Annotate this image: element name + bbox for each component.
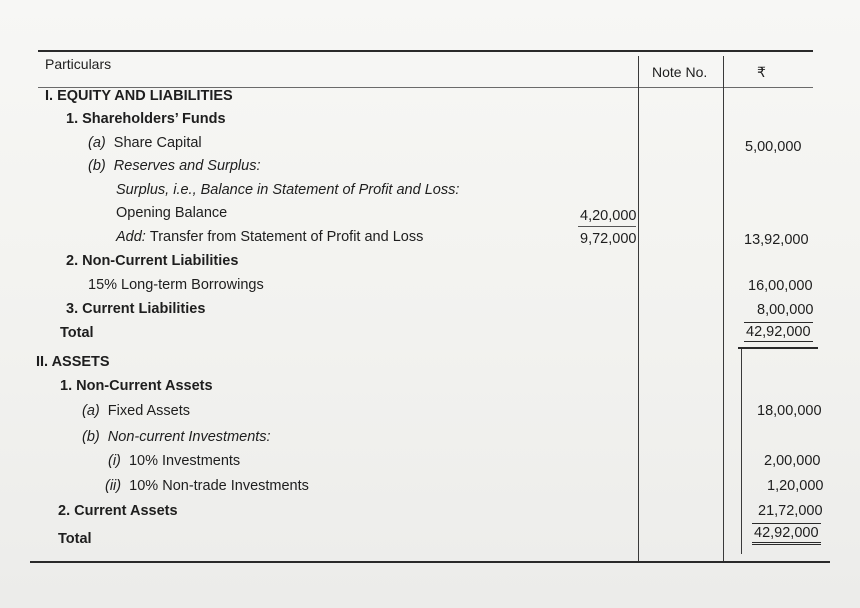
row-total-assets: Total — [58, 531, 92, 547]
item-label: Fixed Assets — [107, 403, 190, 419]
note-column-right-divider — [723, 56, 724, 561]
heading-shareholders-funds: 1. Shareholders’ Funds — [66, 111, 226, 127]
row-long-term-borrowings: 15% Long-term Borrowings — [88, 277, 264, 293]
item-marker: (a) — [82, 403, 100, 419]
item-label: Share Capital — [113, 135, 202, 151]
top-rule — [38, 50, 813, 52]
item-marker: (i) — [108, 453, 121, 469]
row-share-capital — [88, 134, 202, 152]
heading-non-current-assets: 1. Non-Current Assets — [60, 378, 213, 394]
value-transfer: 9,72,000 — [580, 231, 637, 247]
row-total-liabilities: Total — [60, 325, 94, 341]
header-note-no: Note No. — [652, 64, 708, 80]
heading-current-liabilities: 3. Current Liabilities — [66, 301, 206, 317]
heading-current-assets: 2. Current Assets — [58, 503, 178, 519]
assets-top-rule — [738, 347, 818, 349]
value-share-capital: 5,00,000 — [745, 139, 802, 155]
value-opening-balance: 4,20,000 — [580, 208, 637, 224]
item-label: 10% Investments — [128, 453, 241, 469]
amount-column-left-divider — [741, 349, 742, 554]
value-total-assets: 42,92,000 — [752, 523, 821, 545]
row-fixed-assets — [82, 402, 190, 420]
row-opening-balance: Opening Balance — [116, 205, 228, 221]
row-transfer — [116, 228, 423, 246]
item-marker: (b) — [88, 158, 106, 174]
section-title-assets: II. ASSETS — [36, 354, 110, 370]
item-label: Non-current Investments: — [107, 429, 271, 445]
value-non-trade-investments: 1,20,000 — [767, 478, 824, 494]
item-label: Reserves and Surplus: — [113, 158, 261, 174]
value-current-assets: 21,72,000 — [758, 503, 823, 519]
item-marker: (b) — [82, 429, 100, 445]
row-surplus-description: Surplus, i.e., Balance in Statement of Profit and Loss: — [116, 182, 460, 198]
value-reserves-total: 13,92,000 — [744, 232, 809, 248]
value-current-liabilities: 8,00,000 — [757, 302, 814, 318]
opening-sum-rule — [578, 226, 636, 227]
row-non-trade-investments — [105, 477, 309, 495]
transfer-label: Transfer from Statement of Profit and Loss — [149, 229, 424, 245]
bottom-rule — [30, 561, 830, 563]
row-reserves-surplus — [88, 157, 260, 175]
item-marker: (ii) — [105, 478, 122, 494]
header-rupee-symbol: ₹ — [757, 64, 766, 80]
add-keyword: Add: — [116, 229, 146, 245]
value-total-liabilities: 42,92,000 — [746, 324, 811, 340]
value-fixed-assets: 18,00,000 — [757, 403, 822, 419]
value-ten-percent-investments: 2,00,000 — [764, 453, 821, 469]
item-label: 10% Non-trade Investments — [129, 478, 309, 494]
section-title-equity-liabilities: I. EQUITY AND LIABILITIES — [45, 88, 233, 104]
header-particulars: Particulars — [45, 56, 112, 72]
note-column-left-divider — [638, 56, 639, 561]
row-non-current-investments — [82, 428, 271, 446]
item-marker: (a) — [88, 135, 106, 151]
row-ten-percent-investments — [108, 452, 240, 470]
heading-non-current-liabilities: 2. Non-Current Liabilities — [66, 253, 239, 269]
value-long-term-borrowings: 16,00,000 — [748, 278, 813, 294]
